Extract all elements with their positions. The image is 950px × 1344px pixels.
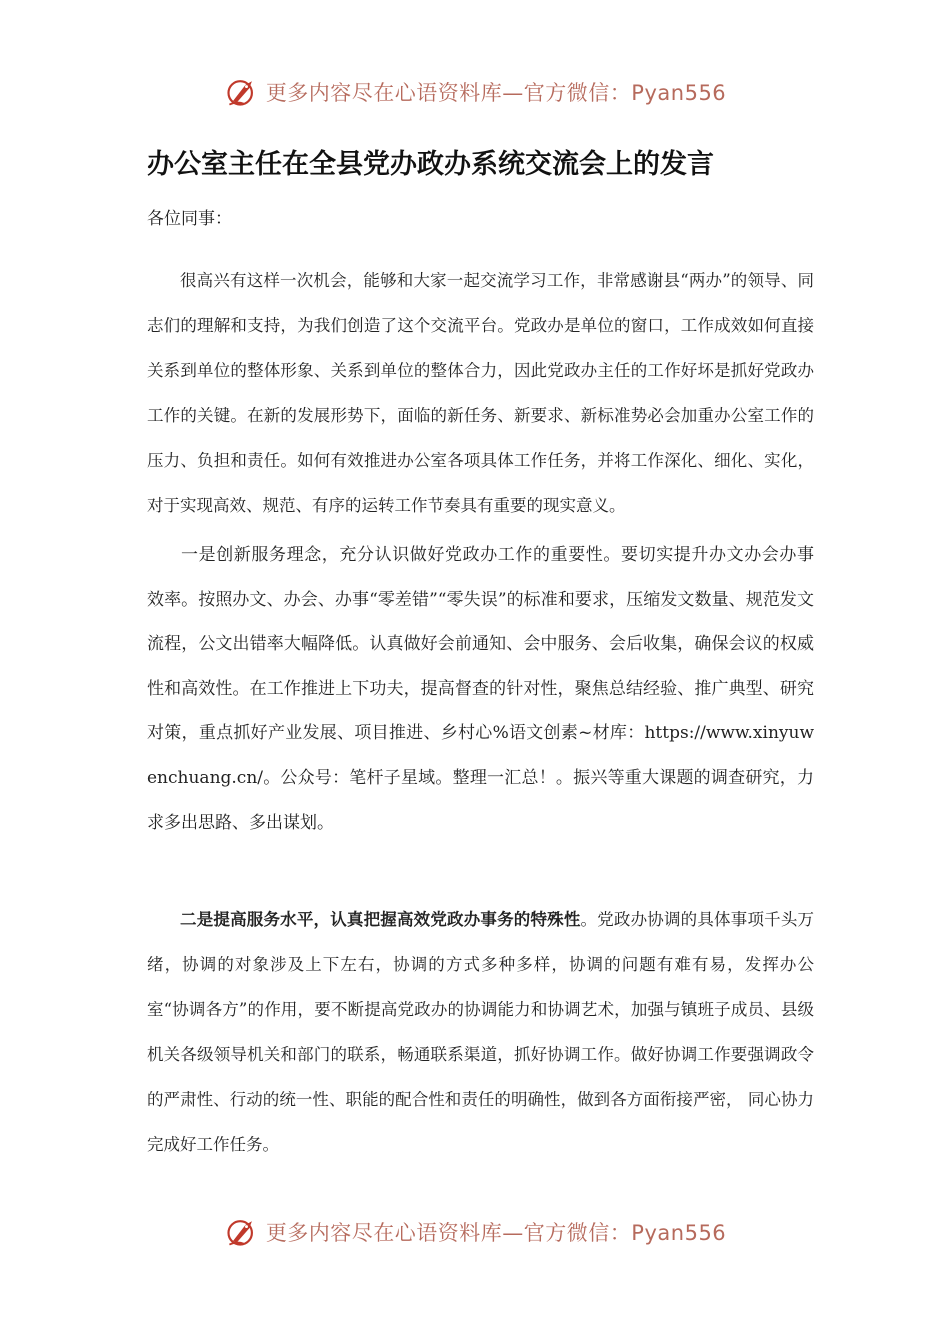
pen-nib-logo-icon: [224, 1214, 260, 1250]
footer-banner: [0, 1210, 950, 1254]
point-two-heading: 二是提高服务水平，认真把握高效党政办事务的特殊性: [180, 910, 581, 929]
document-title: 办公室主任在全县党办政办系统交流会上的发言: [147, 149, 714, 180]
header-banner: [0, 70, 950, 114]
salutation: 各位同事：: [147, 209, 232, 229]
footer-banner-text: 更多内容尽在心语资料库—官方微信：Pyan556: [265, 1221, 727, 1245]
pen-nib-logo-icon: [224, 74, 260, 110]
point-two-body: 。党政办协调的具体事项千头万绪，协调的对象涉及上下左右，协调的方式多种多样，协调的问题有难有易，发挥办公室“协调各方”的作用，要不断提高党政办的协调能力和协调艺术，加强与镇班子成员、县级机关各级领导机关和部门的联系，畅通联系渠道，抓好协调工作。做好协调工作要强调政令的严肃性、行动的统一性、职能的配合性和责任的明确性，做到各方面衔接严密， 同心协力完成好工作任务。: [147, 910, 815, 1154]
paragraph-intro: 很高兴有这样一次机会，能够和大家一起交流学习工作，非常感谢县“两办”的领导、同志们的理解和支持，为我们创造了这个交流平台。党政办是单位的窗口，工作成效如何直接关系到单位的整体形象、关系到单位的整体合力，因此党政办主任的工作好坏是抓好党政办工作的关键。在新的发展形势下，面临的新任务、新要求、新标准势必会加重办公室工作的压力、负担和责任。如何有效推进办公室各项具体工作任务，并将工作深化、细化、实化，对于实现高效、规范、有序的运转工作节奏具有重要的现实意义。: [147, 271, 814, 515]
paragraph-point-two: [147, 897, 814, 1167]
header-banner-text: 更多内容尽在心语资料库—官方微信：Pyan556: [265, 81, 727, 105]
paragraph-point-one: 一是创新服务理念，充分认识做好党政办工作的重要性。要切实提升办文办会办事 效率。按照办文、办会、办事“零差错”“零失误”的标准和要求，压缩发文数量、规范发文流程，公文出错率大幅降低。认真做好会前通知、会中服务、会后收集，确保会议的权威性和高效性。在工作推进上下功夫，提高督查的针对性，聚焦总结经验、推广典型、研究对策，重点抓好产业发展、项目推进、乡村心%语文创素~材库：https://www.xinyuwenchuang.cn/。公众号：笔杆子星域。整理一汇总！。振兴等重大课题的调查研究，力求多出思路、多出谋划。: [147, 545, 814, 833]
